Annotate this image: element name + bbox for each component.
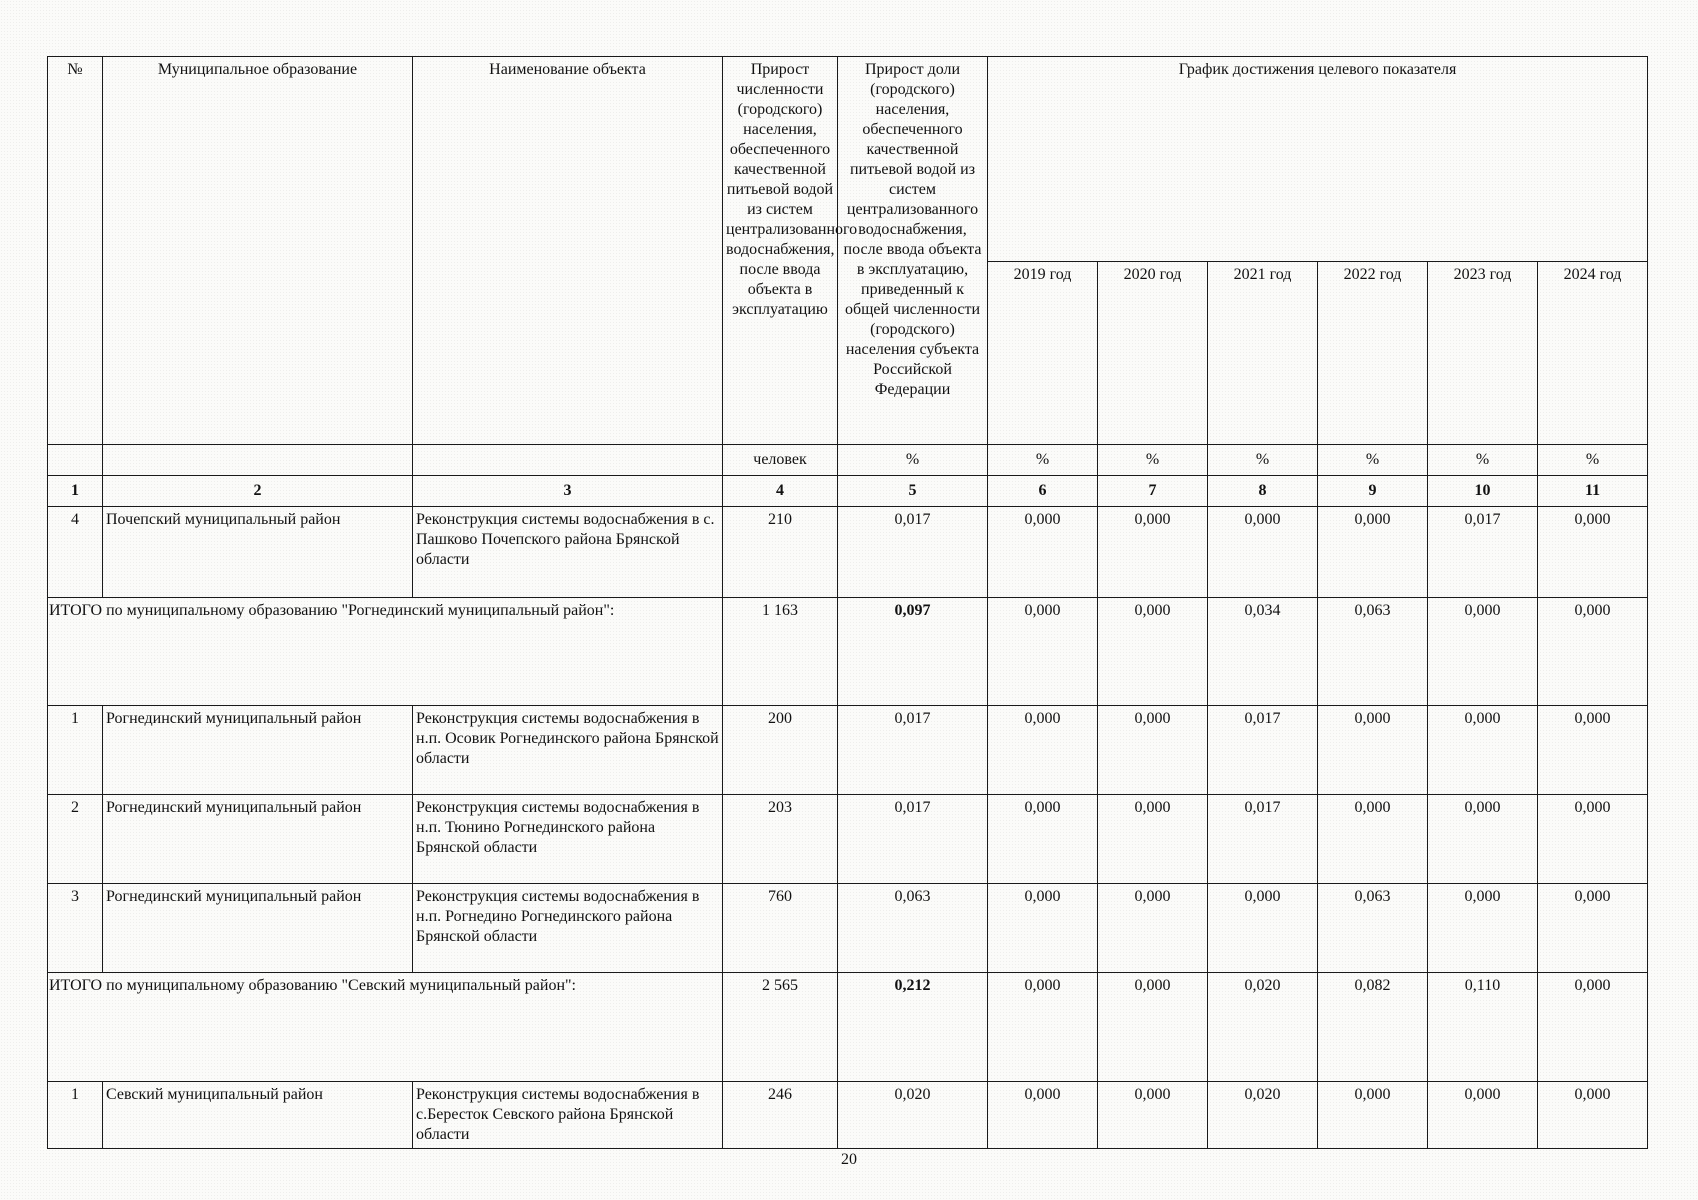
header-row-top bbox=[48, 57, 1648, 262]
header-municipality: Муниципальное образование bbox=[103, 57, 413, 445]
value-2023: 0,000 bbox=[1428, 706, 1538, 795]
header-object-name: Наименование объекта bbox=[413, 57, 723, 445]
unit-people: человек bbox=[723, 445, 838, 476]
value-2021: 0,017 bbox=[1208, 706, 1318, 795]
column-number: 5 bbox=[838, 476, 988, 507]
value-2024: 0,000 bbox=[1538, 973, 1648, 1082]
column-number: 11 bbox=[1538, 476, 1648, 507]
value-2024: 0,000 bbox=[1538, 706, 1648, 795]
municipality-name: Севский муниципальный район bbox=[103, 1082, 413, 1149]
object-name: Реконструкция системы водоснабжения в н.п. Рогнедино Рогнединского района Брянской области bbox=[413, 884, 723, 973]
column-number: 9 bbox=[1318, 476, 1428, 507]
value-2021: 0,020 bbox=[1208, 1082, 1318, 1149]
column-number: 8 bbox=[1208, 476, 1318, 507]
header-schedule-title: График достижения целевого показателя bbox=[988, 57, 1648, 262]
value-2023: 0,000 bbox=[1428, 598, 1538, 706]
table-row bbox=[48, 706, 1648, 795]
value-2021: 0,017 bbox=[1208, 795, 1318, 884]
table-row bbox=[48, 507, 1648, 598]
header-year-2022: 2022 год bbox=[1318, 262, 1428, 445]
value-2024: 0,000 bbox=[1538, 507, 1648, 598]
value-2021: 0,000 bbox=[1208, 884, 1318, 973]
header-growth-people: Прирост численности (городского) населения, обеспеченного качественной питьевой водой из систем централизованного водоснабжения, после ввода объекта в эксплуатацию bbox=[723, 57, 838, 445]
value-2019: 0,000 bbox=[988, 795, 1098, 884]
growth-share-value: 0,020 bbox=[838, 1082, 988, 1149]
value-2024: 0,000 bbox=[1538, 795, 1648, 884]
table-row bbox=[48, 795, 1648, 884]
value-2022: 0,082 bbox=[1318, 973, 1428, 1082]
value-2024: 0,000 bbox=[1538, 1082, 1648, 1149]
header-no: № bbox=[48, 57, 103, 445]
growth-people-value: 246 bbox=[723, 1082, 838, 1149]
value-2020: 0,000 bbox=[1098, 706, 1208, 795]
growth-people-value: 2 565 bbox=[723, 973, 838, 1082]
growth-share-value: 0,017 bbox=[838, 507, 988, 598]
value-2021: 0,034 bbox=[1208, 598, 1318, 706]
column-number: 4 bbox=[723, 476, 838, 507]
unit-percent: % bbox=[838, 445, 988, 476]
value-2021: 0,020 bbox=[1208, 973, 1318, 1082]
value-2019: 0,000 bbox=[988, 1082, 1098, 1149]
column-number: 7 bbox=[1098, 476, 1208, 507]
unit-percent: % bbox=[1098, 445, 1208, 476]
unit-percent: % bbox=[1538, 445, 1648, 476]
header-growth-share: Прирост доли (городского) населения, обеспеченного качественной питьевой водой из систем централизованного водоснабжения, после ввода объекта в эксплуатацию, приведенный к общей численности (городского) населения субъекта Российской Федерации bbox=[838, 57, 988, 445]
value-2019: 0,000 bbox=[988, 884, 1098, 973]
value-2019: 0,000 bbox=[988, 598, 1098, 706]
object-name: Реконструкция системы водоснабжения в н.п. Осовик Рогнединского района Брянской области bbox=[413, 706, 723, 795]
header-year-2021: 2021 год bbox=[1208, 262, 1318, 445]
row-number: 4 bbox=[48, 507, 103, 598]
unit-percent: % bbox=[1428, 445, 1538, 476]
header-year-2020: 2020 год bbox=[1098, 262, 1208, 445]
object-name: Реконструкция системы водоснабжения в с.Бересток Севского района Брянской области bbox=[413, 1082, 723, 1149]
table-row bbox=[48, 884, 1648, 973]
column-numbers-row bbox=[48, 476, 1648, 507]
value-2020: 0,000 bbox=[1098, 507, 1208, 598]
row-number: 1 bbox=[48, 706, 103, 795]
growth-share-value: 0,017 bbox=[838, 795, 988, 884]
growth-people-value: 200 bbox=[723, 706, 838, 795]
growth-share-value: 0,017 bbox=[838, 706, 988, 795]
value-2022: 0,000 bbox=[1318, 507, 1428, 598]
row-number: 3 bbox=[48, 884, 103, 973]
table-row bbox=[48, 1082, 1648, 1149]
unit-percent: % bbox=[988, 445, 1098, 476]
value-2024: 0,000 bbox=[1538, 884, 1648, 973]
header-year-2023: 2023 год bbox=[1428, 262, 1538, 445]
value-2019: 0,000 bbox=[988, 706, 1098, 795]
header-units-row bbox=[48, 445, 1648, 476]
column-number: 10 bbox=[1428, 476, 1538, 507]
growth-share-value: 0,212 bbox=[838, 973, 988, 1082]
target-indicator-table bbox=[47, 56, 1648, 1149]
value-2023: 0,110 bbox=[1428, 973, 1538, 1082]
object-name: Реконструкция системы водоснабжения в н.п. Тюнино Рогнединского района Брянской области bbox=[413, 795, 723, 884]
row-number: 2 bbox=[48, 795, 103, 884]
column-number: 6 bbox=[988, 476, 1098, 507]
column-number: 3 bbox=[413, 476, 723, 507]
growth-share-value: 0,097 bbox=[838, 598, 988, 706]
value-2024: 0,000 bbox=[1538, 598, 1648, 706]
municipality-name: Почепский муниципальный район bbox=[103, 507, 413, 598]
total-label: ИТОГО по муниципальному образованию "Рогнединский муниципальный район": bbox=[48, 598, 723, 706]
value-2020: 0,000 bbox=[1098, 598, 1208, 706]
value-2023: 0,000 bbox=[1428, 884, 1538, 973]
value-2019: 0,000 bbox=[988, 507, 1098, 598]
value-2021: 0,000 bbox=[1208, 507, 1318, 598]
value-2022: 0,063 bbox=[1318, 884, 1428, 973]
total-row bbox=[48, 598, 1648, 706]
value-2022: 0,000 bbox=[1318, 1082, 1428, 1149]
growth-people-value: 203 bbox=[723, 795, 838, 884]
value-2020: 0,000 bbox=[1098, 973, 1208, 1082]
total-label: ИТОГО по муниципальному образованию "Севский муниципальный район": bbox=[48, 973, 723, 1082]
growth-people-value: 760 bbox=[723, 884, 838, 973]
municipality-name: Рогнединский муниципальный район bbox=[103, 795, 413, 884]
row-number: 1 bbox=[48, 1082, 103, 1149]
municipality-name: Рогнединский муниципальный район bbox=[103, 884, 413, 973]
growth-share-value: 0,063 bbox=[838, 884, 988, 973]
growth-people-value: 210 bbox=[723, 507, 838, 598]
value-2020: 0,000 bbox=[1098, 1082, 1208, 1149]
unit-percent: % bbox=[1318, 445, 1428, 476]
column-number: 1 bbox=[48, 476, 103, 507]
growth-people-value: 1 163 bbox=[723, 598, 838, 706]
value-2023: 0,000 bbox=[1428, 795, 1538, 884]
object-name: Реконструкция системы водоснабжения в с. Пашково Почепского района Брянской области bbox=[413, 507, 723, 598]
header-year-2019: 2019 год bbox=[988, 262, 1098, 445]
value-2019: 0,000 bbox=[988, 973, 1098, 1082]
column-number: 2 bbox=[103, 476, 413, 507]
value-2023: 0,017 bbox=[1428, 507, 1538, 598]
value-2022: 0,000 bbox=[1318, 706, 1428, 795]
value-2020: 0,000 bbox=[1098, 795, 1208, 884]
total-row bbox=[48, 973, 1648, 1082]
municipality-name: Рогнединский муниципальный район bbox=[103, 706, 413, 795]
value-2023: 0,000 bbox=[1428, 1082, 1538, 1149]
value-2022: 0,063 bbox=[1318, 598, 1428, 706]
header-year-2024: 2024 год bbox=[1538, 262, 1648, 445]
unit-percent: % bbox=[1208, 445, 1318, 476]
value-2020: 0,000 bbox=[1098, 884, 1208, 973]
value-2022: 0,000 bbox=[1318, 795, 1428, 884]
page-number: 20 bbox=[841, 1151, 857, 1168]
